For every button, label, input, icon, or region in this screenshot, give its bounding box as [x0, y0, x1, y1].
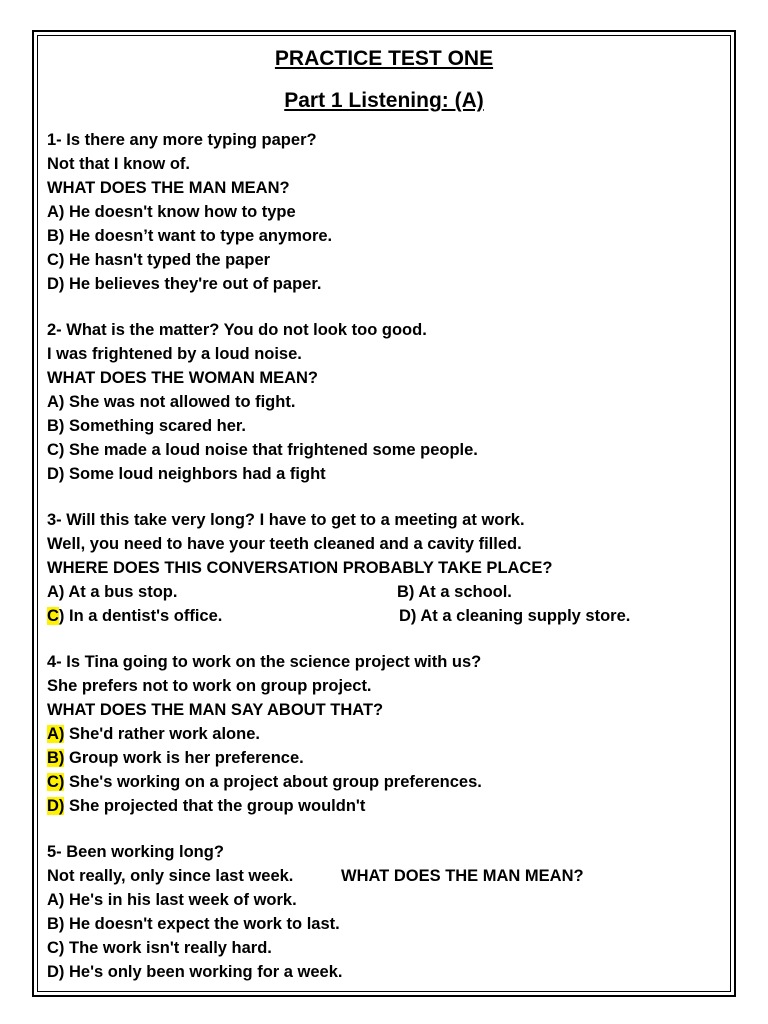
option-d-row: [47, 794, 707, 818]
question-prompt: 3- Will this take very long? I have to get to a meeting at work.: [47, 511, 525, 529]
question-prompt: 5- Been working long?: [47, 843, 224, 861]
question-prompt: 1- Is there any more typing paper?: [47, 131, 317, 149]
question-text: WHERE DOES THIS CONVERSATION PROBABLY TAKE PLACE?: [47, 559, 553, 577]
question-2: [47, 318, 707, 486]
option-c: She's working on a project about group preferences.: [64, 773, 482, 791]
question-5: [47, 840, 707, 984]
option-b-highlight: B): [47, 749, 65, 767]
options-row-2: [47, 604, 707, 628]
option-a: A) She was not allowed to fight.: [47, 393, 296, 411]
options-row-1: [47, 580, 707, 604]
question-prompt: 4- Is Tina going to work on the science project with us?: [47, 653, 482, 671]
option-b-row: [47, 746, 707, 770]
option-c: C) The work isn't really hard.: [47, 939, 272, 957]
question-text: WHAT DOES THE MAN MEAN?: [341, 867, 584, 885]
question-1: [47, 128, 707, 296]
option-a: A) He's in his last week of work.: [47, 891, 297, 909]
question-response: Well, you need to have your teeth cleaned and a cavity filled.: [47, 535, 522, 553]
option-b: B) He doesn’t want to type anymore.: [47, 227, 333, 245]
option-c-row: [47, 770, 707, 794]
option-d: D) He believes they're out of paper.: [47, 275, 322, 293]
option-a-highlight: A): [47, 725, 65, 743]
question-3: [47, 508, 707, 628]
page-subtitle: Part 1 Listening: (A): [284, 89, 484, 112]
question-response: Not really, only since last week.: [47, 867, 294, 885]
question-response: I was frightened by a loud noise.: [47, 345, 302, 363]
question-prompt: 2- What is the matter? You do not look too good.: [47, 321, 427, 339]
option-c-highlight: C): [47, 773, 65, 791]
option-c-highlight: C: [47, 607, 59, 625]
question-response: Not that I know of.: [47, 155, 190, 173]
option-d: D) Some loud neighbors had a fight: [47, 465, 326, 483]
option-a: She'd rather work alone.: [64, 725, 260, 743]
option-a: A) At a bus stop.: [47, 583, 178, 601]
response-row: [47, 864, 707, 888]
option-b: Group work is her preference.: [64, 749, 304, 767]
option-a-row: [47, 722, 707, 746]
option-b: B) At a school.: [397, 583, 512, 601]
option-d: D) He's only been working for a week.: [47, 963, 343, 981]
option-d: She projected that the group wouldn't: [64, 797, 366, 815]
question-text: WHAT DOES THE MAN SAY ABOUT THAT?: [47, 701, 384, 719]
option-c: C) He hasn't typed the paper: [47, 251, 271, 269]
question-text: WHAT DOES THE WOMAN MEAN?: [47, 369, 319, 387]
option-c: C) She made a loud noise that frightened some people.: [47, 441, 478, 459]
question-text: WHAT DOES THE MAN MEAN?: [47, 179, 290, 197]
page-title: PRACTICE TEST ONE: [274, 47, 494, 70]
option-a: A) He doesn't know how to type: [47, 203, 296, 221]
option-b: B) Something scared her.: [47, 417, 246, 435]
questions-content: [47, 128, 707, 984]
option-c: ) In a dentist's office.: [58, 607, 223, 625]
question-response: She prefers not to work on group project.: [47, 677, 372, 695]
option-d: D) At a cleaning supply store.: [399, 607, 631, 625]
option-d-highlight: D): [47, 797, 65, 815]
question-4: [47, 650, 707, 818]
option-b: B) He doesn't expect the work to last.: [47, 915, 340, 933]
